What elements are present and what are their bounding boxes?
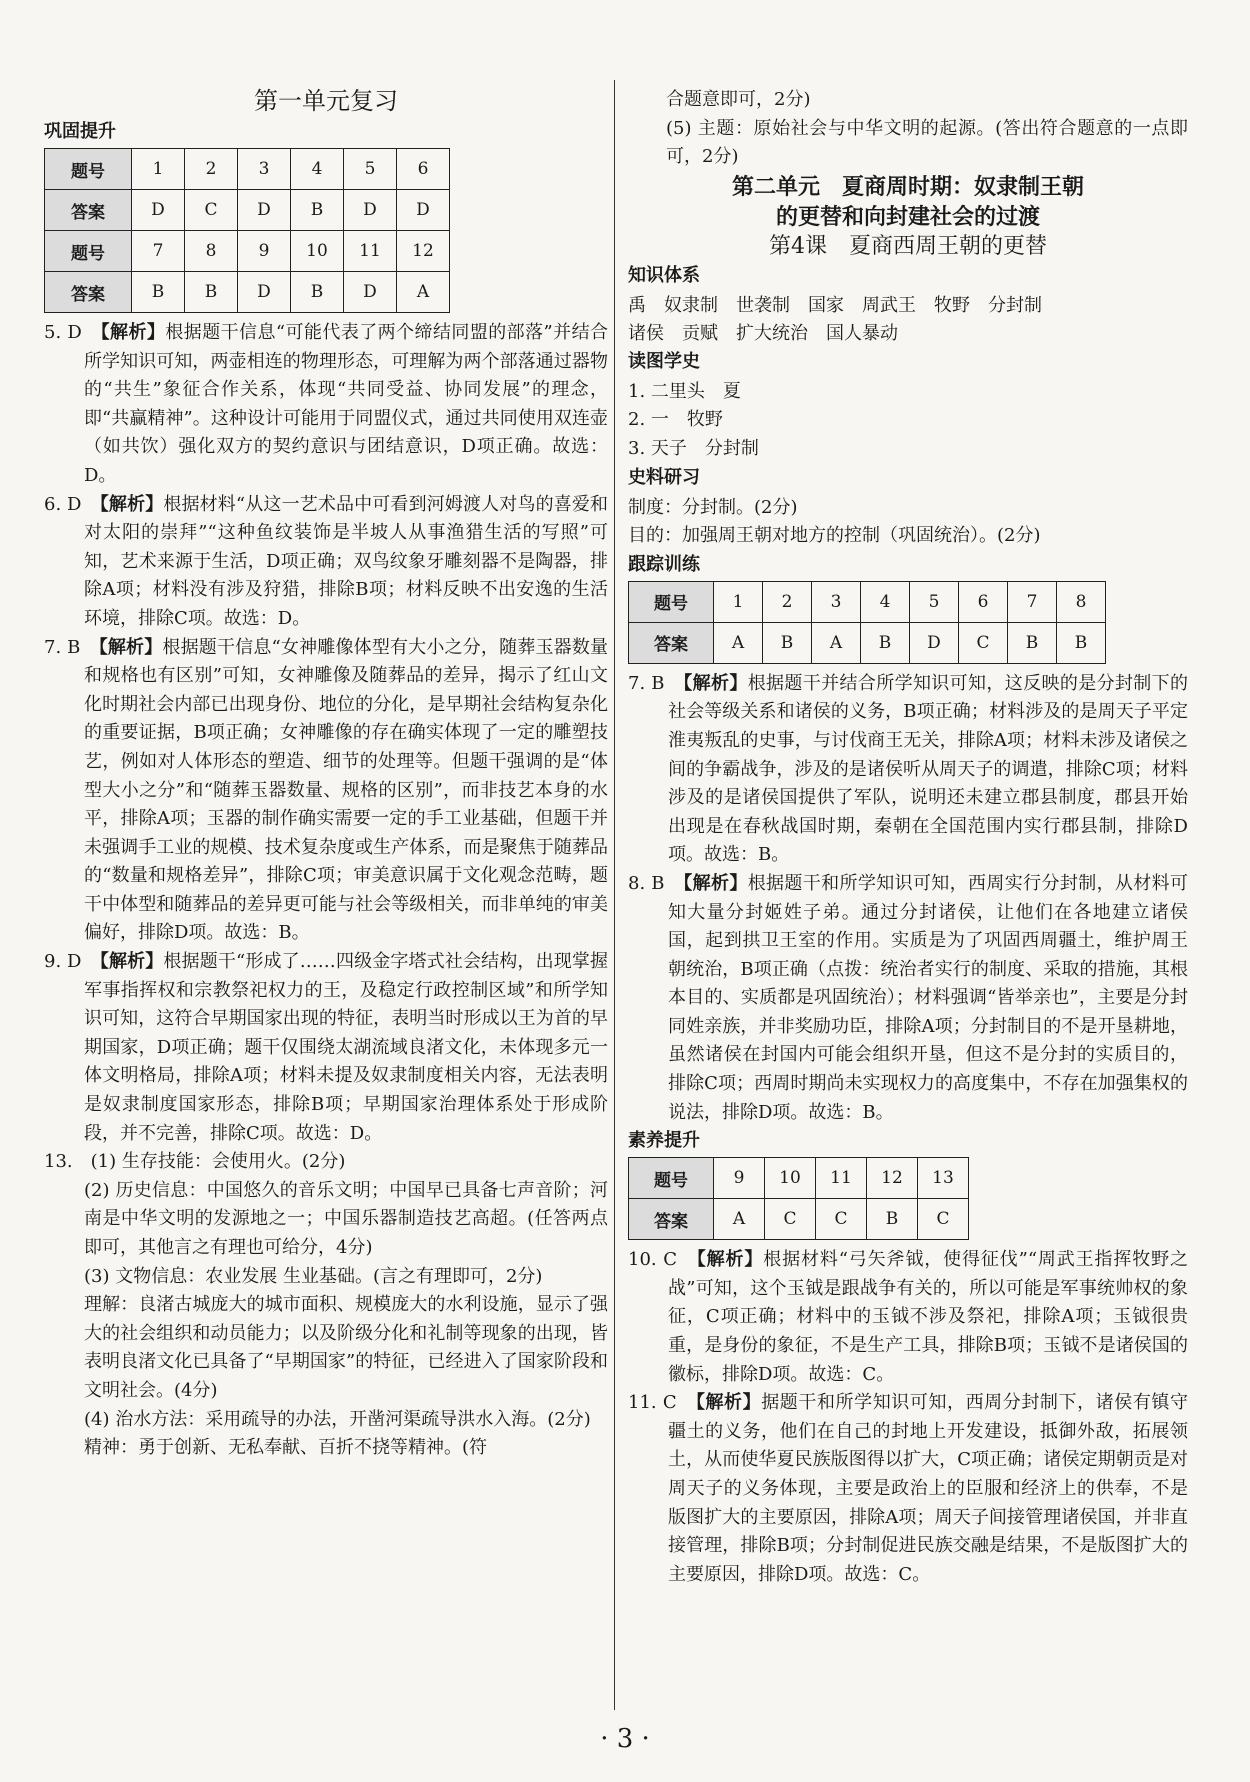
table-cell: B <box>861 622 910 663</box>
table-row <box>45 149 450 190</box>
table-cell: 6 <box>397 149 450 190</box>
answer-13-part3b: 理解：良渚古城庞大的城市面积、规模庞大的水利设施，显示了强大的社会组织和动员能力；以及阶级分化和礼制等现象的出现，皆表明良渚文化已具备了“早期国家”的特征，已经进入了国家阶段和文明社会。(4分) <box>84 1294 608 1401</box>
analysis-tag: 【解析】 <box>696 1249 764 1271</box>
table-cell: 4 <box>291 149 344 190</box>
question-number: 5. D <box>44 322 82 343</box>
table-cell: 10 <box>765 1158 816 1199</box>
question-number: 10. C <box>628 1249 677 1271</box>
table-cell: 8 <box>1057 581 1106 622</box>
section-heading-source-study: 史料研习 <box>628 466 700 488</box>
table-cell: B <box>867 1199 918 1240</box>
table-cell: D <box>344 190 397 231</box>
question-number: 11. C <box>628 1392 677 1414</box>
question-number: 8. B <box>628 872 665 894</box>
table-cell: 10 <box>291 231 344 272</box>
section-heading-read-map: 读图学史 <box>628 350 700 372</box>
question-number: 9. D <box>44 951 82 973</box>
table-cell: C <box>959 622 1008 663</box>
answer-13-part1 <box>44 1148 608 1177</box>
table-cell: 9 <box>714 1158 765 1199</box>
table-row <box>45 190 450 231</box>
table-row <box>629 581 1106 622</box>
answer-13-part4a: (4) 治水方法：采用疏导的办法，开凿河渠疏导洪水入海。(2分) <box>84 1408 591 1430</box>
table-row <box>45 272 450 313</box>
answer-9 <box>44 948 608 1148</box>
table-cell: A <box>714 622 763 663</box>
table-cell: D <box>397 190 450 231</box>
answer-8 <box>628 870 1188 1127</box>
table-cell: A <box>812 622 861 663</box>
table-cell: B <box>1057 622 1106 663</box>
table-cell: 7 <box>1008 581 1057 622</box>
table-cell: D <box>344 272 397 313</box>
analysis-text: 根据题干和所学知识可知，西周实行分封制，从材料可知大量分封姬姓子弟。通过分封诸侯，让他们在各地建立诸侯国，起到拱卫王室的作用。实质是为了巩固西周疆土，维护周王朝统治，B项正确（点拨：统治者实行的制度、采取的措施，其根本目的、实质都是巩固统治）；材料强调“皆举亲也”，主要是分封同姓亲族，并非奖励功臣，排除A项；分封制目的不是开垦耕地，虽然诸侯在封国内可能会组织开垦，但这不是分封的实质目的，排除C项；西周时期尚未实现权力的高度集中，不存在加强集权的说法，排除D项。故选：B。 <box>668 872 1189 1123</box>
table-cell: A <box>397 272 450 313</box>
analysis-tag: 【解析】 <box>98 636 163 658</box>
table-cell: 6 <box>959 581 1008 622</box>
section-heading-quality: 素养提升 <box>628 1130 700 1152</box>
unit-2-title-line-1: 第二单元 夏商周时期：奴隶制王朝 <box>731 173 1084 200</box>
section-heading-track-training: 跟踪训练 <box>628 553 700 575</box>
question-number: 13. <box>44 1151 73 1173</box>
analysis-tag: 【解析】 <box>683 672 748 694</box>
table-cell: 12 <box>867 1158 918 1199</box>
continued-text: 合题意即可，2分) <box>666 89 811 110</box>
analysis-text: 据题干和所学知识可知，西周分封制下，诸侯有镇守疆土的义务，他们在自己的封地上开发建设，抵御外敌，拓展领土，从而使华夏民族版图得以扩大，C项正确；诸侯定期朝贡是对周天子的义务体现，主要是政治上的臣服和经济上的供奉，不是版图扩大的主要原因，排除A项；周天子间接管理诸侯国，并非直接管理，排除B项；分封制促进民族交融是结果，不是版图扩大的主要原因，排除D项。故选：C。 <box>668 1392 1189 1585</box>
analysis-tag: 【解析】 <box>695 1392 762 1414</box>
analysis-tag: 【解析】 <box>683 872 748 894</box>
table-cell: 8 <box>185 231 238 272</box>
table-cell: C <box>765 1199 816 1240</box>
analysis-tag: 【解析】 <box>100 322 166 343</box>
answer-13-part4b: 精神：勇于创新、无私奉献、百折不挠等精神。(符 <box>84 1437 488 1459</box>
unit-2-title-line-2: 的更替和向封建社会的过渡 <box>775 203 1040 230</box>
table-header-cell: 题号 <box>629 581 714 622</box>
table-cell: 3 <box>238 149 291 190</box>
table-row <box>629 1199 969 1240</box>
table-cell: B <box>185 272 238 313</box>
table-cell: D <box>238 190 291 231</box>
table-row <box>45 231 450 272</box>
answer-5 <box>44 319 608 491</box>
answer-6 <box>44 491 608 634</box>
table-cell: D <box>910 622 959 663</box>
table-cell: D <box>132 190 185 231</box>
answer-13-part5: (5) 主题：原始社会与中华文明的起源。(答出符合题意的一点即可，2分) <box>666 117 1188 168</box>
table-cell: 12 <box>397 231 450 272</box>
analysis-tag: 【解析】 <box>99 493 164 515</box>
table-cell: 11 <box>344 231 397 272</box>
answer-table-2 <box>628 581 1106 664</box>
study-answer-1: 制度：分封制。(2分) <box>628 496 798 518</box>
table-cell: 1 <box>714 581 763 622</box>
answer-7 <box>44 634 608 949</box>
table-cell: 13 <box>918 1158 969 1199</box>
table-cell: 5 <box>910 581 959 622</box>
analysis-text: 根据题干并结合所学知识可知，这反映的是分封制下的社会等级关系和诸侯的义务，B项正确；材料涉及的是周天子平定淮夷叛乱的史事，与讨伐商王无关，排除A项；材料未涉及诸侯之间的争霸战争，涉及的是诸侯听从周天子的调遣，排除C项；材料涉及的是诸侯国提供了军队，说明还未建立郡县制度，郡县开始出现是在春秋战国时期，秦朝在全国范围内实行郡县制，排除D项。故选：B。 <box>668 672 1189 866</box>
table-cell: 4 <box>861 581 910 622</box>
table-header-cell: 答案 <box>629 622 714 663</box>
table-cell: C <box>185 190 238 231</box>
analysis-text: 根据材料“从这一艺术品中可看到河姆渡人对鸟的喜爱和对太阳的崇拜”“这种鱼纹装饰是半坡人从事渔猎生活的写照”可知，艺术来源于生活，D项正确；双鸟纹象牙雕刻器不是陶器，排除A项；材料没有涉及狩猎，排除B项；材料反映不出安逸的生活环境，排除C项。故选：D。 <box>84 493 609 629</box>
table-cell: A <box>714 1199 765 1240</box>
table-header-cell: 题号 <box>45 149 132 190</box>
table-cell: 5 <box>344 149 397 190</box>
analysis-text: 根据材料“弓矢斧钺，使得征伐”“周武王指挥牧野之战”可知，这个玉钺是跟战争有关的，所以可能是军事统帅权的象征，C项正确；材料中的玉钺不涉及祭祀，排除A项；玉钺很贵重，是身份的象征，不是生产工具，排除B项；玉钺不是诸侯国的徽标，排除D项。故选：C。 <box>668 1249 1189 1385</box>
table-row <box>629 1158 969 1199</box>
table-header-cell: 答案 <box>629 1199 714 1240</box>
table-header-cell: 答案 <box>45 272 132 313</box>
answer-13-part3a: (3) 文物信息：农业发展 生业基础。(言之有理即可，2分) <box>84 1265 543 1287</box>
table-cell: B <box>1008 622 1057 663</box>
page-number: · 3 · <box>600 1724 650 1754</box>
table-cell: B <box>132 272 185 313</box>
section-heading-consolidate: 巩固提升 <box>44 121 116 142</box>
right-column <box>628 86 1188 1589</box>
analysis-tag: 【解析】 <box>99 951 164 973</box>
answer-table-3 <box>628 1157 969 1240</box>
question-number: 7. B <box>44 636 81 658</box>
table-header-cell: 题号 <box>45 231 132 272</box>
lesson-title: 第4课 夏商西周王朝的更替 <box>769 233 1047 259</box>
table-cell: B <box>291 190 344 231</box>
answer-text: (1) 生存技能：会使用火。(2分) <box>90 1151 346 1173</box>
unit-title: 第一单元复习 <box>254 87 398 115</box>
table-cell: 9 <box>238 231 291 272</box>
analysis-text: 根据题干信息“女神雕像体型有大小之分，随葬玉器数量和规格也有区别”可知，女神雕像及随葬品的差异，揭示了红山文化时期社会内部已出现身份、地位的分化，是早期社会结构复杂化的重要证据，B项正确；女神雕像的存在确实体现了一定的雕塑技艺，例如对人体形态的塑造、细节的处理等。但题干强调的是“体型大小之分”和“随葬玉器数量、规格的区别”，而非技艺本身的水平，排除A项；玉器的制作确实需要一定的手工业基础，但题干并未强调手工业的规模、技术复杂度或生产体系，而是聚焦于随葬品的“数量和规格差异”，排除C项；审美意识属于文化观念范畴，题干中体型和随葬品的差异更可能与社会等级相关，而非单纯的审美偏好，排除D项。故选：B。 <box>84 636 609 944</box>
answer-13-part2: (2) 历史信息：中国悠久的音乐文明；中国早已具备七声音阶；河南是中华文明的发源地之一；中国乐器制造技艺高超。(任答两点即可，其他言之有理也可给分，4分) <box>84 1179 608 1258</box>
table-cell: B <box>291 272 344 313</box>
answer-7-right <box>628 670 1188 870</box>
column-divider <box>614 80 615 1710</box>
section-heading-knowledge: 知识体系 <box>628 264 700 286</box>
read-answer-3: 3. 天子 分封制 <box>628 437 759 459</box>
answer-11 <box>628 1389 1188 1589</box>
table-header-cell: 题号 <box>629 1158 714 1199</box>
table-cell: 2 <box>185 149 238 190</box>
read-answer-2: 2. 一 牧野 <box>628 409 723 431</box>
question-number: 6. D <box>44 493 82 515</box>
table-row <box>629 622 1106 663</box>
answer-10 <box>628 1246 1188 1389</box>
analysis-text: 根据题干“形成了……四级金字塔式社会结构，出现掌握军事指挥权和宗教祭祀权力的王，及稳定行政控制区域”和所学知识可知，这符合早期国家出现的特征，表明当时形成以王为首的早期国家，D项正确；题干仅围绕太湖流域良渚文化，未体现多元一体文明格局，排除A项；材料未提及奴隶制度相关内容，无法表明是奴隶制度国家形态，排除B项；早期国家治理体系处于形成阶段，并不完善，排除C项。故选：D。 <box>84 951 609 1144</box>
table-cell: B <box>763 622 812 663</box>
keywords-line-2: 诸侯 贡赋 扩大统治 国人暴动 <box>628 322 898 344</box>
keywords-line-1: 禹 奴隶制 世袭制 国家 周武王 牧野 分封制 <box>628 294 1042 316</box>
answer-table-1 <box>44 148 450 313</box>
table-cell: 1 <box>132 149 185 190</box>
table-cell: C <box>918 1199 969 1240</box>
table-header-cell: 答案 <box>45 190 132 231</box>
question-number: 7. B <box>628 672 665 694</box>
table-cell: 11 <box>816 1158 867 1199</box>
table-cell: 7 <box>132 231 185 272</box>
table-cell: 3 <box>812 581 861 622</box>
left-column <box>44 86 608 1463</box>
study-answer-2: 目的：加强周王朝对地方的控制（巩固统治）。(2分) <box>628 525 1041 547</box>
table-cell: C <box>816 1199 867 1240</box>
table-cell: 2 <box>763 581 812 622</box>
table-cell: D <box>238 272 291 313</box>
read-answer-1: 1. 二里头 夏 <box>628 380 741 402</box>
analysis-text: 根据题干信息“可能代表了两个缔结同盟的部落”并结合所学知识可知，两壶相连的物理形态，可理解为两个部落通过器物的“共生”象征合作关系，体现“共同受益、协同发展”的理念，即“共赢精神”。这种设计可能用于同盟仪式，通过共同使用双连壶（如共饮）强化双方的契约意识与团结意识，D项正确。故选：D。 <box>84 322 609 486</box>
